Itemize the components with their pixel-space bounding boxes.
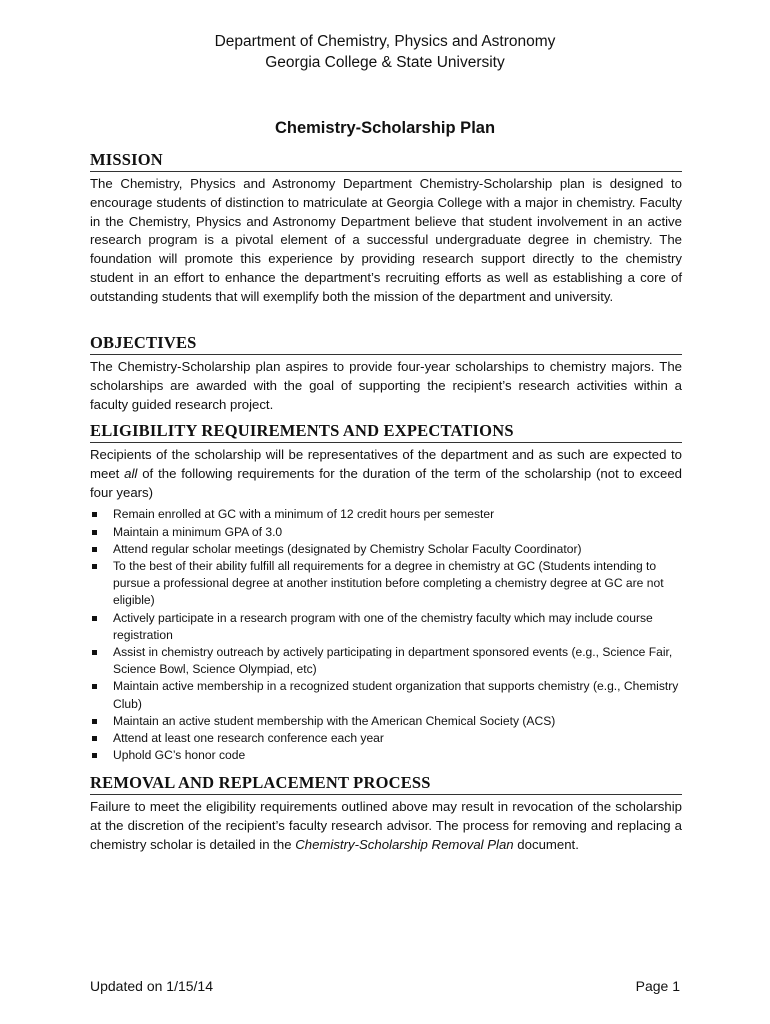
list-item: Maintain an active student membership with the American Chemical Society (ACS)	[90, 713, 682, 730]
mission-section	[90, 150, 682, 307]
list-item: Attend regular scholar meetings (designated by Chemistry Scholar Faculty Coordinator)	[90, 541, 682, 558]
list-item: Actively participate in a research program with one of the chemistry faculty which may include course registration	[90, 610, 682, 644]
mission-text: The Chemistry, Physics and Astronomy Department Chemistry-Scholarship plan is designed to encourage students of distinction to matriculate at Georgia College with a major in chemistry. Faculty in the Chemistry, Physics and Astronomy Department believe that student involvement in an active research program is a pivotal element of a successful undergraduate degree in chemistry. The foundation will promote this experience by providing research support directly to the chemistry student in an effort to enhance the department’s recruiting efforts as well as establishing a core of outstanding students that will exemplify both the mission of the department and university.	[90, 176, 682, 304]
removal-heading: REMOVAL AND REPLACEMENT PROCESS	[90, 773, 682, 795]
updated-date: Updated on 1/15/14	[90, 978, 213, 994]
eligibility-intro-start: Recipients of the scholarship will be representatives of the department and as such are expected to meet	[90, 447, 682, 481]
eligibility-intro-emphasis: all	[124, 465, 138, 481]
eligibility-heading: ELIGIBILITY REQUIREMENTS AND EXPECTATIONS	[90, 421, 682, 443]
list-item: Assist in chemistry outreach by actively participating in department sponsored events (e.g., Science Fair, Science Bowl, Science Olympiad, etc)	[90, 644, 682, 678]
mission-heading: MISSION	[90, 150, 682, 172]
list-item: Maintain active membership in a recognized student organization that supports chemistry (e.g., Chemistry Club)	[90, 678, 682, 712]
requirements-list	[90, 506, 682, 764]
objectives-section	[90, 333, 682, 414]
list-item: Uphold GC’s honor code	[90, 747, 682, 764]
department-name: Department of Chemistry, Physics and Astronomy	[214, 33, 556, 50]
removal-section	[90, 773, 682, 854]
list-item: Maintain a minimum GPA of 3.0	[90, 524, 682, 541]
objectives-text: The Chemistry-Scholarship plan aspires to provide four-year scholarships to chemistry majors. The scholarships are awarded with the goal of supporting the recipient’s research activities within a faculty guided research project.	[90, 359, 682, 412]
eligibility-section	[90, 421, 682, 764]
document-title: Chemistry-Scholarship Plan	[274, 119, 496, 137]
list-item: Remain enrolled at GC with a minimum of 12 credit hours per semester	[90, 506, 682, 523]
university-name: Georgia College & State University	[265, 54, 505, 71]
page-header	[0, 31, 770, 73]
list-item: Attend at least one research conference each year	[90, 730, 682, 747]
eligibility-intro	[90, 446, 682, 502]
eligibility-intro-end: of the following requirements for the duration of the term of the scholarship (not to exceed four years)	[90, 465, 682, 500]
removal-text-end: document.	[513, 836, 579, 852]
removal-plan-reference: Chemistry-Scholarship Removal Plan	[295, 836, 514, 852]
page-number: Page 1	[635, 978, 680, 994]
objectives-heading: OBJECTIVES	[90, 333, 682, 355]
list-item: To the best of their ability fulfill all requirements for a degree in chemistry at GC (Students intending to pursue a professional degree at another institution before completing a chemistry degree at GC are not eligible)	[90, 558, 682, 610]
removal-text-start: Failure to meet the eligibility requirements outlined above may result in revocation of the scholarship at the discretion of the recipient’s faculty research advisor. The process for removing and replacing a chemistry scholar is detailed in the	[90, 799, 682, 852]
removal-text	[90, 798, 682, 854]
